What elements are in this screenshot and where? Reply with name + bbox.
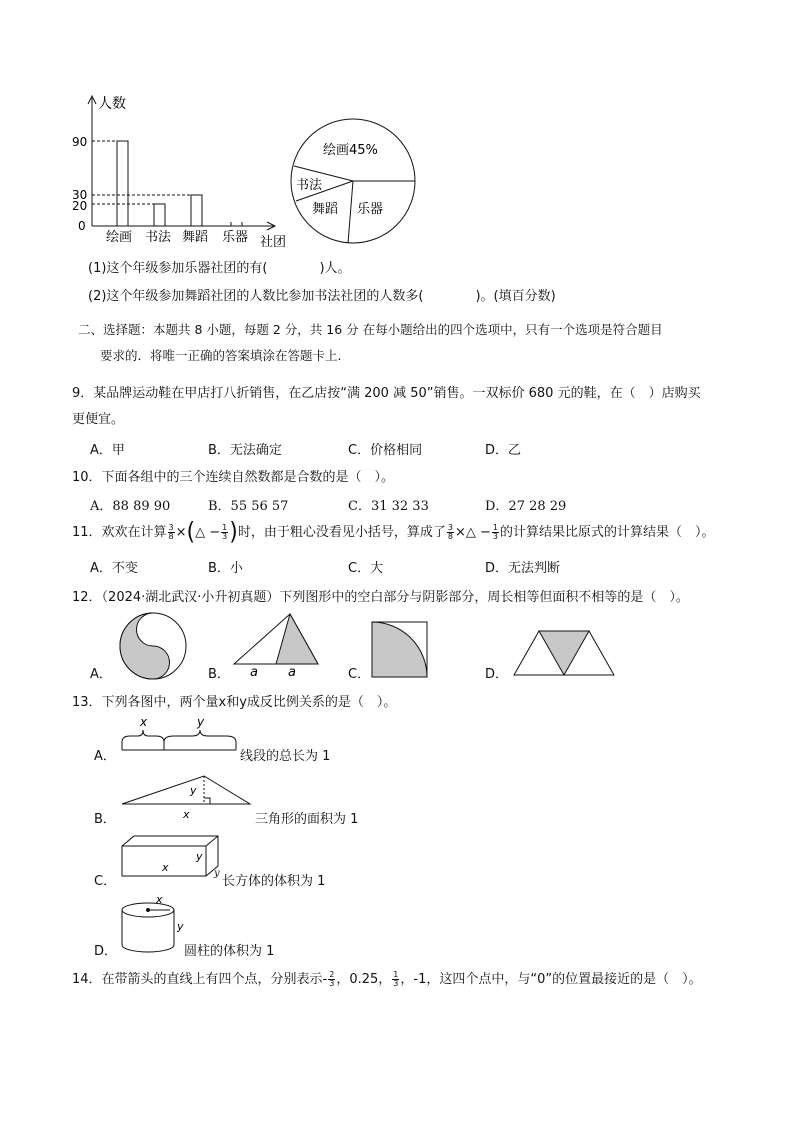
- q13-b-var-y: y: [190, 784, 197, 797]
- q13-c-var-x: x: [162, 861, 169, 874]
- fill-question-2: (2)这个年级参加舞蹈社团的人数比参加书法社团的人数多( )。(填百分数): [88, 289, 556, 304]
- q11-option-b[interactable]: B．小: [208, 561, 243, 576]
- q13-caption-a: 线段的总长为 1: [240, 749, 331, 764]
- bar-chart: [60, 88, 300, 250]
- q12-figure-quarter-circle: [370, 620, 430, 680]
- q11-fraction-3-8-b: $\frac{3}{8}$: [447, 523, 453, 541]
- q11-times: ×: [175, 525, 187, 540]
- q13-option-b-label[interactable]: B．: [94, 812, 116, 827]
- q14-stem-a: 14．在带箭头的直线上有四个点，分别表示: [72, 972, 323, 987]
- q13-d-var-y: y: [177, 920, 184, 933]
- q13-caption-d: 圆柱的体积为 1: [184, 944, 275, 959]
- q11-inner: △ −: [195, 525, 221, 540]
- q9-stem-cont: 更便宜。: [72, 412, 125, 427]
- q13-figure-cylinder: [118, 893, 188, 955]
- q13-option-c-label[interactable]: C．: [94, 874, 117, 889]
- q9-option-c[interactable]: C．价格相同: [348, 443, 423, 458]
- q11-option-a[interactable]: A．不变: [90, 561, 138, 576]
- q12-option-a-label[interactable]: A．: [90, 667, 112, 682]
- q14-stem-b: ，-1，这四个点中，与“0”的位置最接近的是（ ）。: [400, 972, 702, 987]
- bar-shufa: [154, 204, 165, 226]
- pie-label-shufa: 书法: [296, 178, 323, 193]
- q13-c-var-y-outer: y: [214, 868, 220, 879]
- x-axis-label: 社团: [260, 235, 287, 250]
- x-cat-wudao: 舞蹈: [182, 230, 209, 245]
- q12-option-c-label[interactable]: C．: [348, 667, 371, 682]
- q9-option-a[interactable]: A．甲: [90, 443, 125, 458]
- q11-times-2: ×△ −: [454, 525, 491, 540]
- q13-option-d-label[interactable]: D．: [94, 944, 118, 959]
- q11-fraction-1-3-b: $\frac{1}{3}$: [492, 523, 498, 541]
- q14-neg-sign: -: [322, 972, 328, 987]
- q12-option-b-label[interactable]: B．: [208, 667, 230, 682]
- q12-label-a-1: a: [250, 665, 258, 680]
- bar-huihua: [117, 141, 128, 226]
- q13-a-var-x: x: [140, 715, 148, 729]
- q12-figure-triangles: [512, 628, 632, 678]
- pie-label-yueqi: 乐器: [357, 202, 384, 217]
- q9-stem: 9．某品牌运动鞋在甲店打八折销售，在乙店按“满 200 减 50”销售。一双标价 680 元的鞋，在（ ）店购买: [72, 386, 701, 401]
- q13-figure-triangle: [118, 772, 258, 824]
- q12-figure-triangle: [228, 610, 328, 680]
- q12-option-d-label[interactable]: D．: [485, 667, 509, 682]
- q13-option-a-label[interactable]: A．: [94, 749, 116, 764]
- x-cat-shufa: 书法: [145, 230, 172, 245]
- section2-heading: 二、选择题：本题共 8 小题，每题 2 分，共 16 分 在每小题给出的四个选项中，只有一个选项是符合题目: [78, 322, 663, 337]
- q13-c-var-y: y: [196, 850, 203, 863]
- q13-b-var-x: x: [183, 808, 190, 821]
- y-axis-label: 人数: [98, 96, 126, 112]
- q14-fraction-2-3: $\frac{2}{3}$: [329, 970, 335, 988]
- q11-left-paren: (: [186, 518, 196, 546]
- q11-stem-b: 时，由于粗心没看见小括号，算成了: [237, 525, 446, 540]
- q11-stem-c: 的计算结果比原式的计算结果（ ）。: [499, 525, 715, 540]
- q11-stem: [72, 518, 715, 546]
- q12-stem: 12．（2024·湖北武汉·小升初真题）下列图形中的空白部分与阴影部分，周长相等但面积不相等的是（ ）。: [72, 590, 689, 605]
- x-cat-huihua: 绘画: [106, 230, 133, 245]
- fill-question-1: (1)这个年级参加乐器社团的有( )人。: [88, 261, 351, 276]
- pie-label-wudao: 舞蹈: [312, 202, 339, 217]
- q10-option-a[interactable]: A．88 89 90: [90, 499, 171, 514]
- q9-option-d[interactable]: D．乙: [485, 443, 522, 458]
- q13-d-var-x: x: [156, 893, 163, 906]
- q11-stem-a: 11．欢欢在计算: [72, 525, 167, 540]
- pie-label-huihua: 绘画45%: [323, 143, 378, 158]
- q10-option-b[interactable]: B．55 56 57: [208, 499, 289, 514]
- q13-caption-b: 三角形的面积为 1: [255, 812, 359, 827]
- y-tick-90: 90: [72, 135, 88, 149]
- q11-right-paren: ): [229, 518, 238, 546]
- q11-option-c[interactable]: C．大: [348, 561, 384, 576]
- q14-fraction-1-3: $\frac{1}{3}$: [393, 970, 399, 988]
- q11-option-d[interactable]: D．无法判断: [485, 561, 561, 576]
- q14-mid: ，0.25，: [336, 972, 392, 987]
- q13-a-var-y: y: [197, 715, 205, 729]
- q13-caption-c: 长方体的体积为 1: [222, 874, 326, 889]
- q9-option-b[interactable]: B．无法确定: [208, 443, 282, 458]
- y-tick-30: 30: [72, 188, 88, 202]
- pie-chart: [290, 118, 420, 248]
- y-tick-20: 20: [72, 199, 88, 213]
- q12-label-a-2: a: [288, 665, 296, 680]
- x-cat-yueqi: 乐器: [222, 230, 249, 245]
- q13-figure-cuboid: [118, 832, 226, 884]
- q13-figure-segment: [118, 712, 243, 758]
- q10-option-c[interactable]: C．31 32 33: [348, 499, 429, 514]
- section2-heading-cont: 要求的．将唯一正确的答案填涂在答题卡上.: [100, 348, 342, 363]
- pie-divider-4: [348, 181, 353, 243]
- q10-option-d[interactable]: D．27 28 29: [485, 499, 567, 514]
- y-tick-0: 0: [78, 219, 86, 233]
- q11-fraction-1-3: $\frac{1}{3}$: [222, 523, 228, 541]
- q14-stem: [72, 968, 702, 988]
- q11-fraction-3-8: $\frac{3}{8}$: [168, 523, 174, 541]
- q13-stem: 13．下列各图中，两个量x和y成反比例关系的是（ ）。: [72, 695, 397, 710]
- bar-wudao: [191, 195, 202, 226]
- q10-stem: 10．下面各组中的三个连续自然数都是合数的是（ ）。: [72, 470, 395, 485]
- q12-figure-yin-yang: [118, 610, 190, 682]
